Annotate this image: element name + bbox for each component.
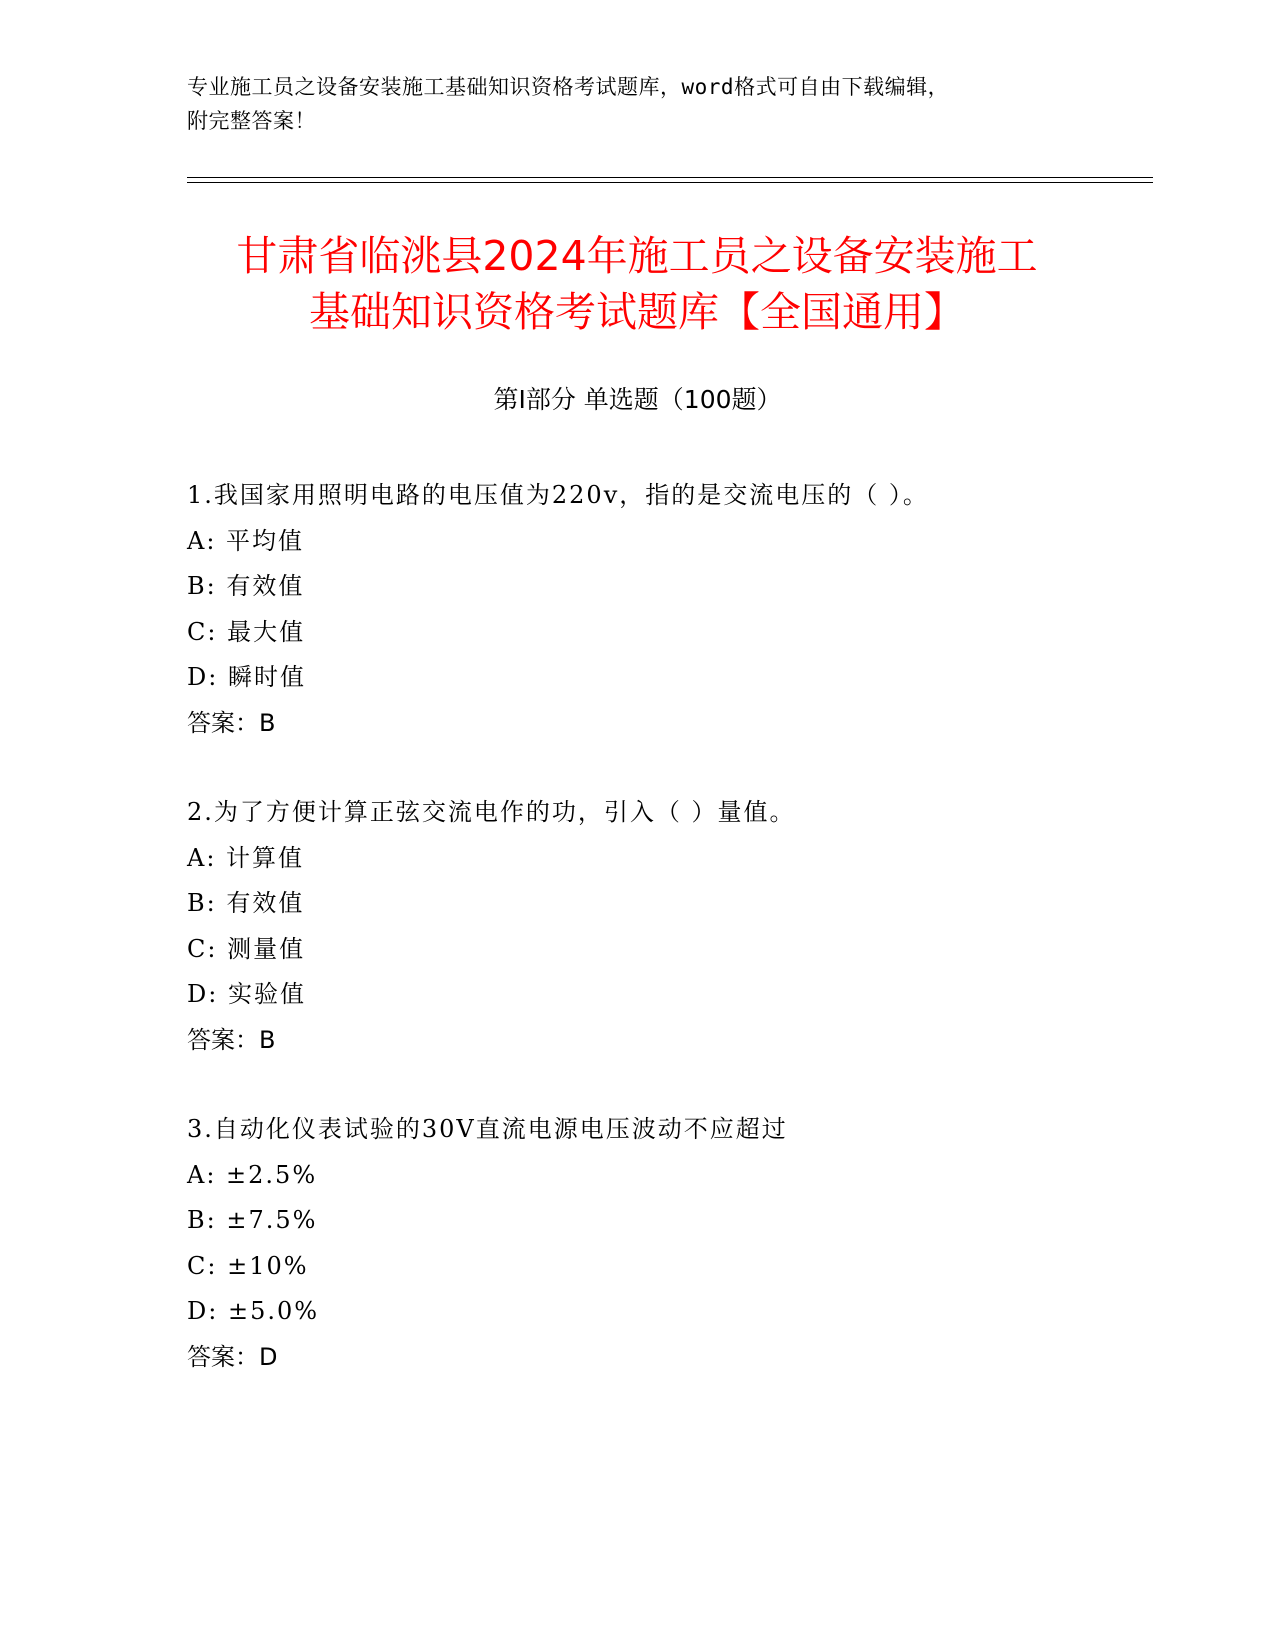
option-a: A: ±2.5% [187, 1160, 318, 1189]
document-title [187, 228, 1087, 340]
option-c: C: 最大值 [187, 617, 306, 646]
option-a: A: 计算值 [187, 843, 305, 872]
document-title-line-2: 基础知识资格考试题库【全国通用】 [309, 288, 965, 336]
header-note [187, 70, 1067, 138]
question-block [187, 790, 1147, 1063]
option-b: B: ±7.5% [187, 1206, 318, 1234]
header-note-line-1: 专业施工员之设备安装施工基础知识资格考试题库，word格式可自由下载编辑， [187, 75, 950, 99]
section-heading: 第Ⅰ部分 单选题（100题） [493, 385, 782, 414]
question-block [187, 473, 1147, 746]
divider-bottom [187, 182, 1153, 183]
option-c: C: 测量值 [187, 934, 306, 963]
question-text: 3.自动化仪表试验的30V直流电源电压波动不应超过 [187, 1115, 788, 1143]
question-text: 1.我国家用照明电路的电压值为220v，指的是交流电压的（ ）。 [187, 481, 929, 509]
option-a: A: 平均值 [187, 526, 305, 555]
divider-top [187, 177, 1153, 178]
option-d: D: 实验值 [187, 980, 306, 1008]
option-b: B: 有效值 [187, 889, 305, 917]
option-d: D: ±5.0% [187, 1297, 320, 1325]
question-block [187, 1107, 1147, 1380]
answer-line: 答案：D [187, 1342, 278, 1371]
document-title-line-1: 甘肃省临洮县2024年施工员之设备安装施工 [236, 232, 1038, 280]
answer-line: 答案：B [187, 1025, 276, 1054]
option-b: B: 有效值 [187, 572, 305, 600]
option-d: D: 瞬时值 [187, 663, 306, 691]
question-text: 2.为了方便计算正弦交流电作的功，引入（ ）量值。 [187, 798, 796, 826]
answer-line: 答案：B [187, 708, 276, 737]
option-c: C: ±10% [187, 1251, 309, 1280]
header-note-line-2: 附完整答案！ [187, 109, 316, 133]
